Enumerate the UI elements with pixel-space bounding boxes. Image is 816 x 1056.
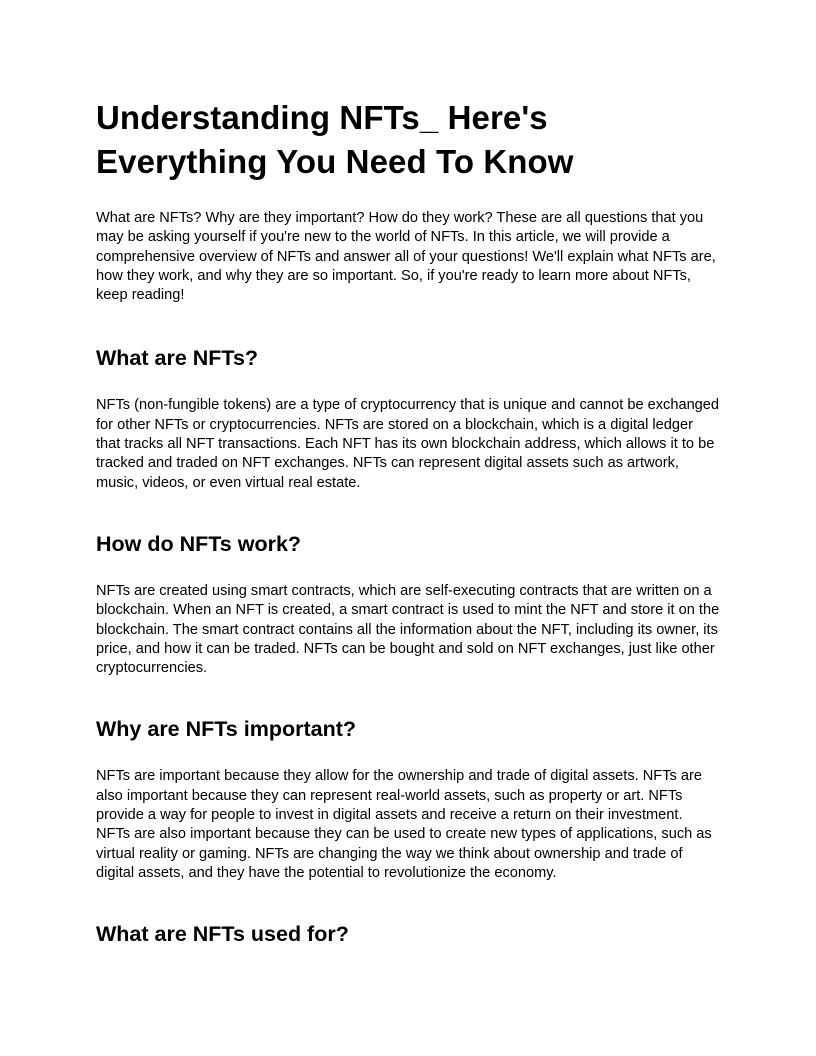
section-body-why-nfts-important: NFTs are important because they allow for the ownership and trade of digital assets. NFTs are also important because they can represent real-world assets, such as property or art. NFTs provide a way for people to invest in digital assets and receive a return on their investment. NFTs are also important because they can be used to create new types of applications, such as virtual reality or gaming. NFTs are changing the way we think about ownership and trade of digital assets, and they have the potential to revolutionize the economy. [96, 768, 712, 881]
section-body-how-do-nfts-work: NFTs are created using smart contracts, which are self-executing contracts that are written on a blockchain. When an NFT is created, a smart contract is used to mint the NFT and store it on the blockchain. The smart contract contains all the information about the NFT, including its owner, its price, and how it can be traded. NFTs can be bought and sold on NFT exchanges, just like other cryptocurrencies. [96, 582, 720, 677]
section-heading-why-nfts-important: Why are NFTs important? [96, 717, 357, 742]
document-page [96, 96, 720, 948]
document-title: Understanding NFTs_ Here's Everything You Need To Know [96, 99, 574, 180]
section-heading-what-nfts-used-for: What are NFTs used for? [96, 922, 349, 947]
intro-paragraph: What are NFTs? Why are they important? How do they work? These are all questions that you may be asking yourself if you're new to the world of NFTs. In this article, we will provide a comprehensive overview of NFTs and answer all of your questions! We'll explain what NFTs are, how they work, and why they are so important. So, if you're ready to learn more about NFTs, keep reading! [96, 210, 716, 304]
section-body-what-are-nfts: NFTs (non-fungible tokens) are a type of cryptocurrency that is unique and cannot be exchanged for other NFTs or cryptocurrencies. NFTs are stored on a blockchain, which is a digital ledger that tracks all NFT transactions. Each NFT has its own blockchain address, which allows it to be tracked and traded on NFT exchanges. NFTs can represent digital assets such as artwork, music, videos, or even virtual real estate. [96, 397, 720, 491]
section-heading-how-do-nfts-work: How do NFTs work? [96, 531, 302, 556]
section-heading-what-are-nfts: What are NFTs? [96, 346, 259, 371]
